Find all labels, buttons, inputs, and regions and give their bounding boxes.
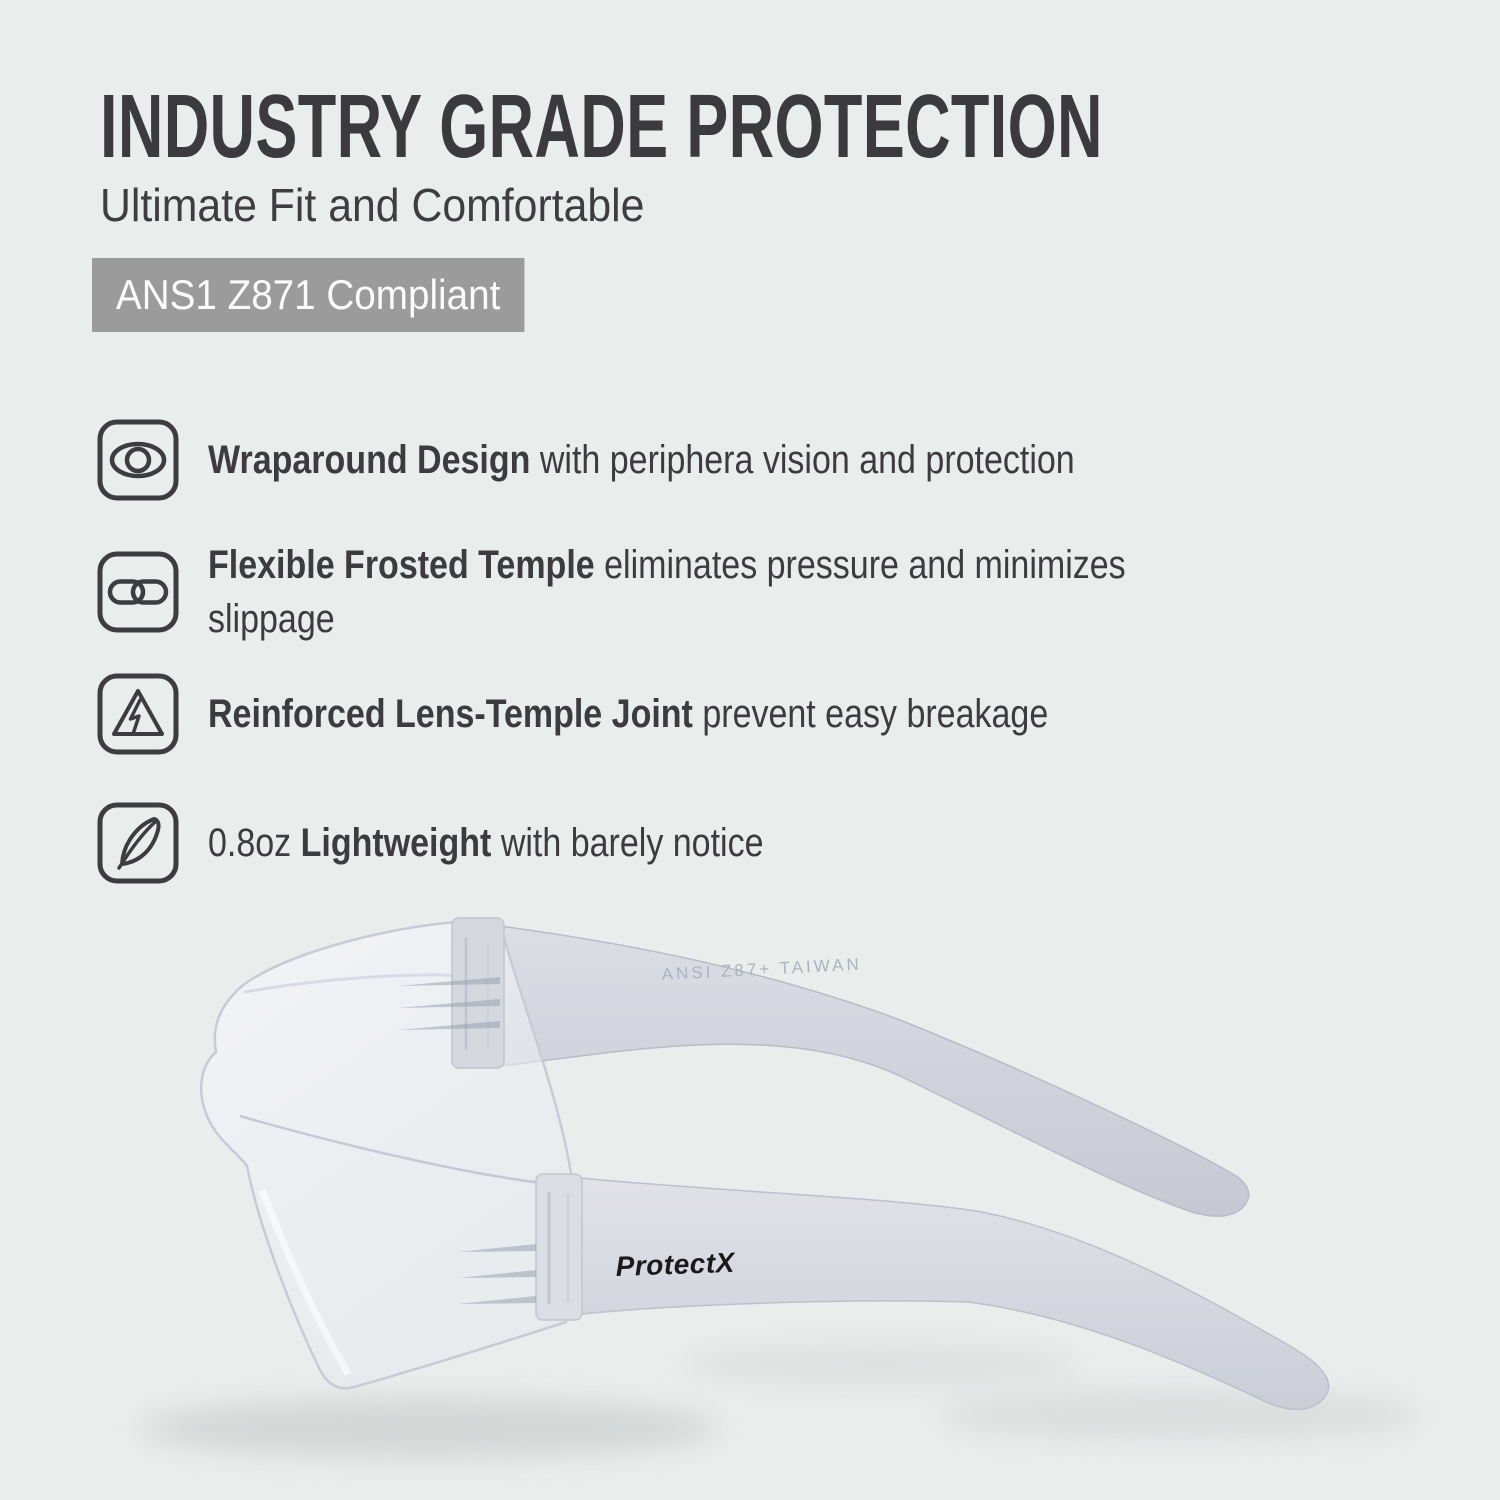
feature-rest-text: prevent easy breakage xyxy=(692,692,1049,736)
feature-text xyxy=(208,687,1048,741)
feature-list xyxy=(95,0,1500,920)
feature-rest-text: eliminates pressure and minimizes slippage xyxy=(208,543,1126,641)
safety-glasses-photo xyxy=(0,880,1500,1500)
feature-text xyxy=(208,538,1203,646)
chain-link-icon xyxy=(95,549,181,635)
temple-stamp-text: ANSI Z87+ TAIWAN xyxy=(661,954,863,984)
feature-reinforced-joint xyxy=(95,671,1197,757)
feature-wraparound-design xyxy=(95,417,1228,503)
far-temple-arm xyxy=(492,925,1249,1216)
feature-bold-text: Flexible Frosted Temple xyxy=(208,543,595,587)
compliance-badge: ANS1 Z871 Compliant xyxy=(92,258,524,332)
feature-bold-text: Wraparound Design xyxy=(208,438,531,482)
feather-icon xyxy=(95,800,181,886)
page-title: INDUSTRY GRADE PROTECTION xyxy=(100,77,1103,177)
feature-prefix-text: 0.8oz xyxy=(208,821,301,865)
feature-bold-text: Lightweight xyxy=(300,821,492,865)
hazard-voltage-icon xyxy=(95,671,181,757)
feature-lightweight xyxy=(95,800,862,886)
page-subtitle: Ultimate Fit and Comfortable xyxy=(100,179,645,231)
feature-flexible-temple xyxy=(95,538,1378,646)
feature-rest-text: with periphera vision and protection xyxy=(530,438,1075,482)
brand-logo-text: ProtectX xyxy=(615,1246,736,1282)
feature-rest-text: with barely notice xyxy=(491,821,764,865)
clear-lens xyxy=(201,922,572,1388)
feature-bold-text: Reinforced Lens-Temple Joint xyxy=(208,692,693,736)
eye-icon xyxy=(95,417,181,503)
feature-text xyxy=(208,433,1075,487)
feature-text xyxy=(208,816,764,870)
